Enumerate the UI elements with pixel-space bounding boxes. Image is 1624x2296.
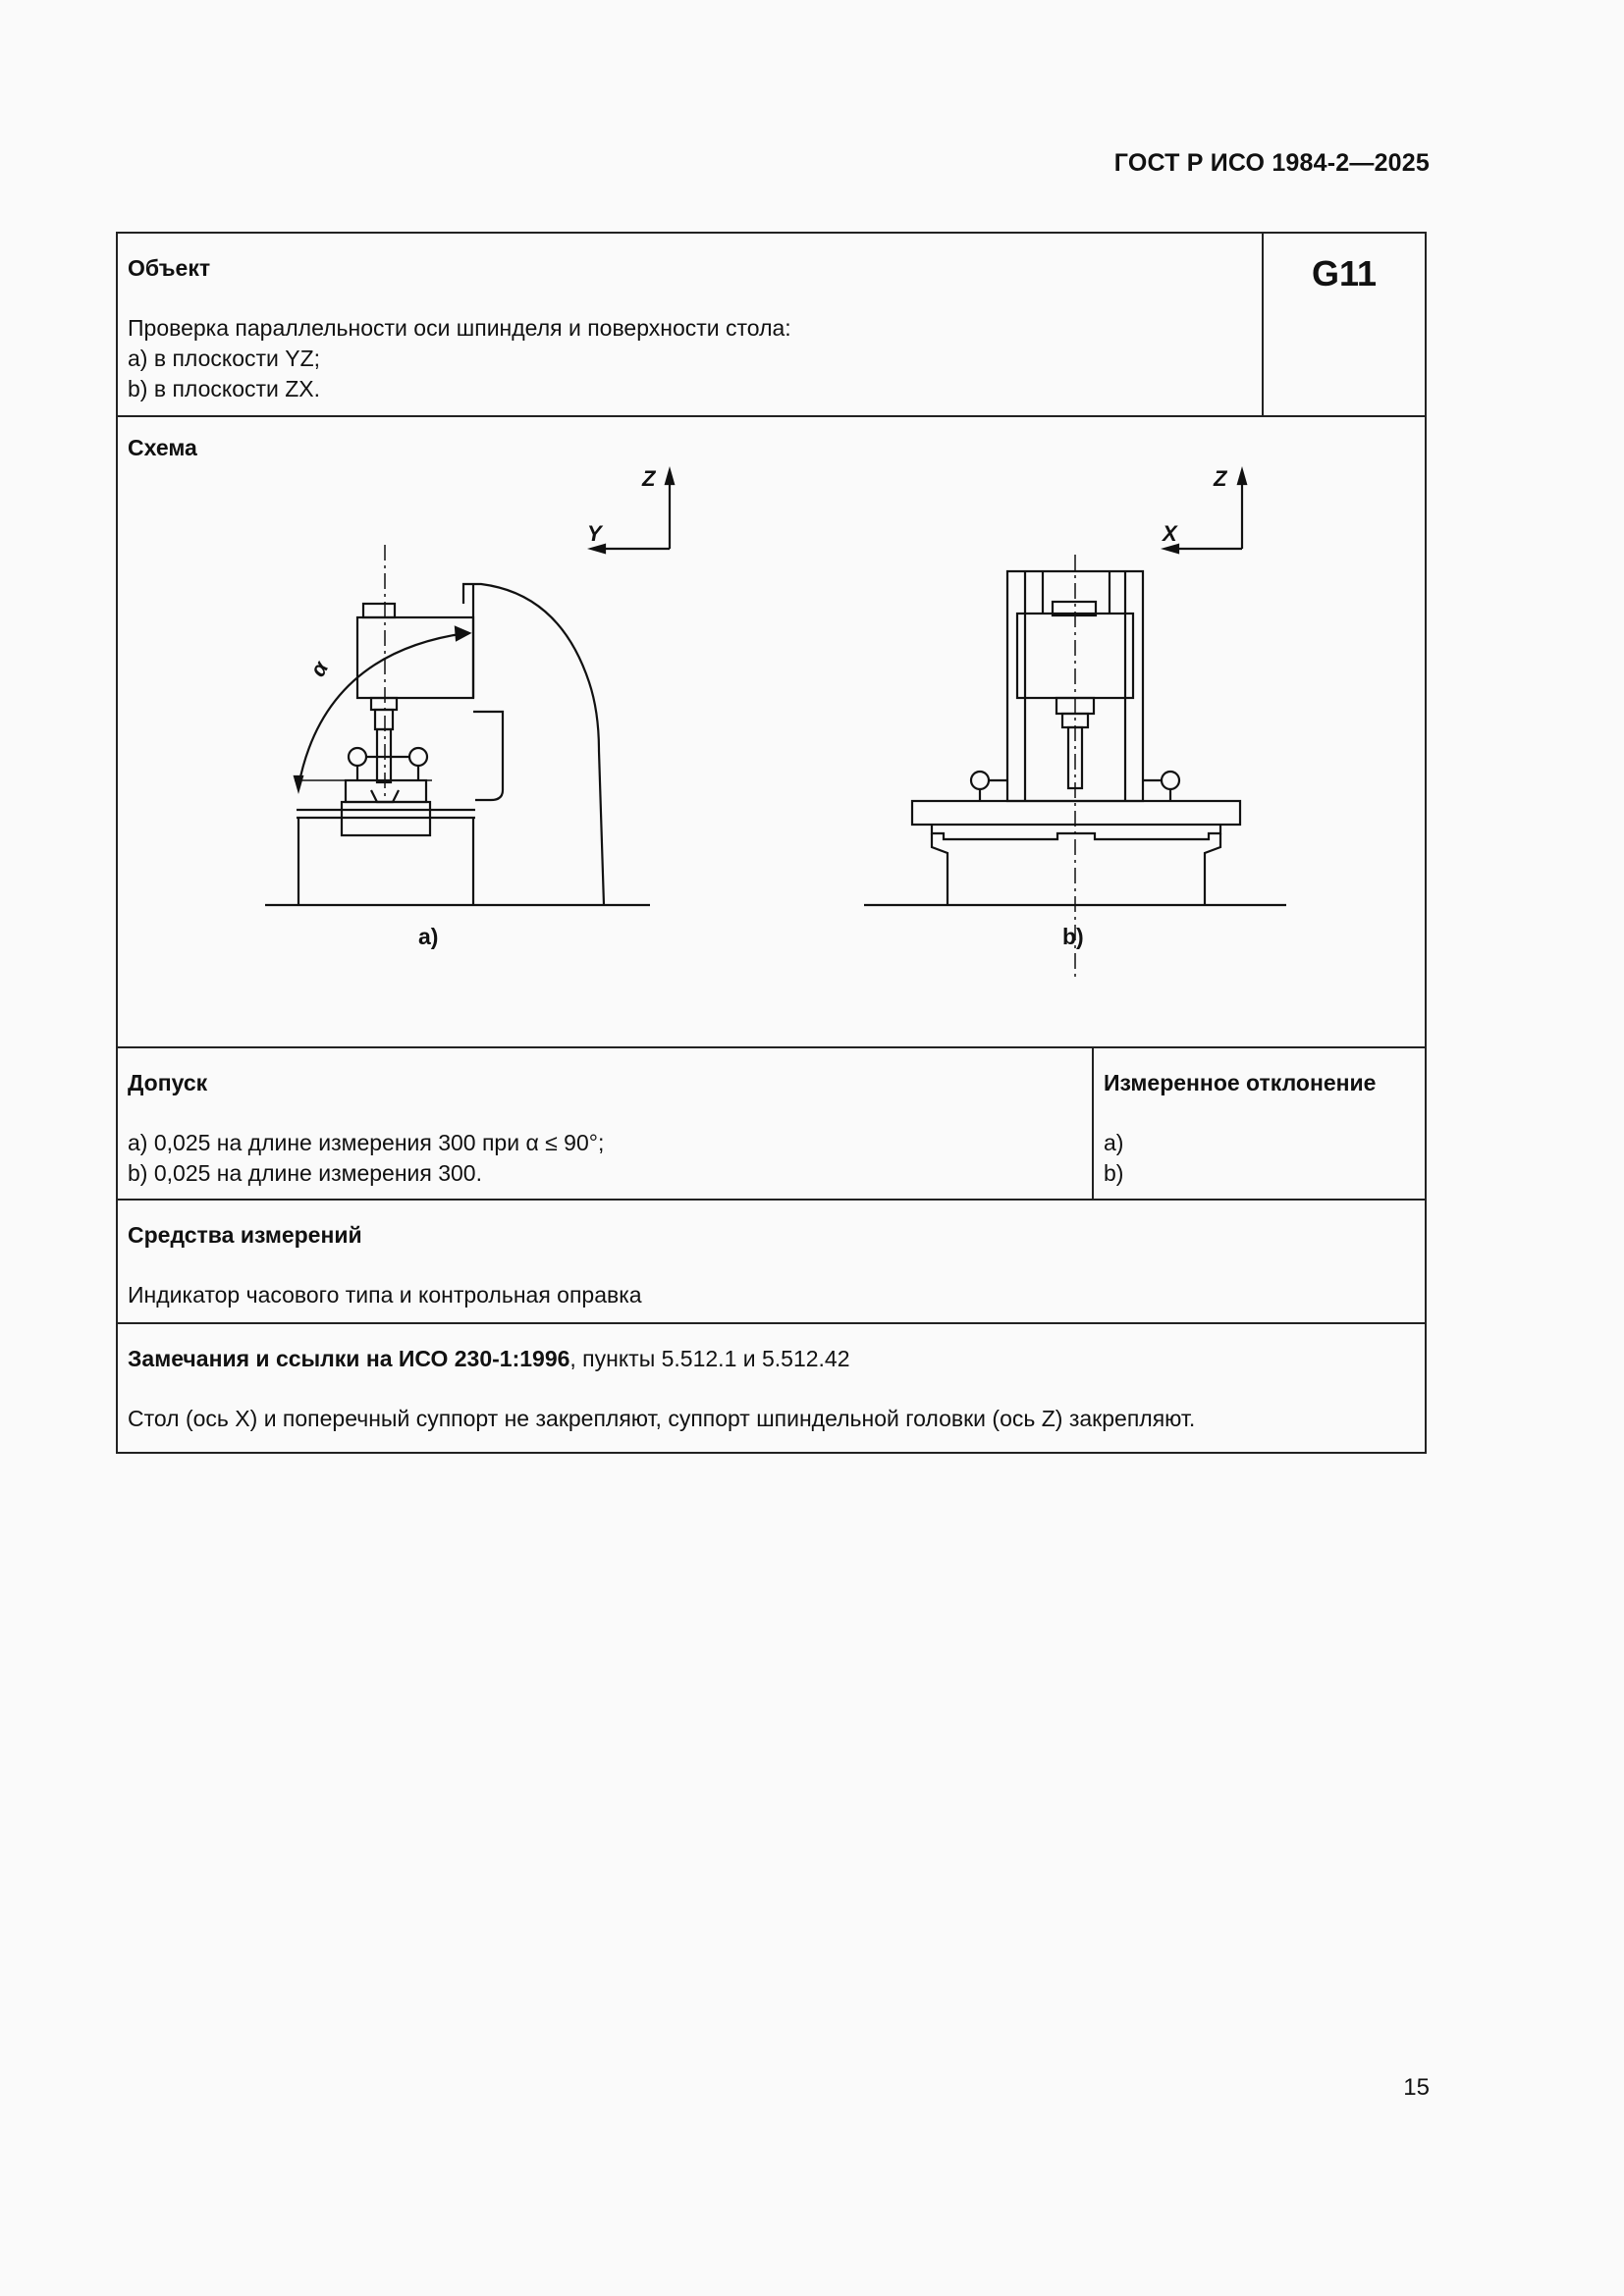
object-label: Объект	[128, 255, 211, 281]
measured-item-a: a)	[1104, 1130, 1124, 1155]
object-cell	[118, 234, 1264, 415]
schema-drawing	[118, 456, 1425, 1045]
instruments-row	[118, 1199, 1425, 1322]
instruments-label: Средства измерений	[128, 1222, 362, 1248]
schema-cell	[118, 417, 1425, 1046]
tolerance-cell	[118, 1048, 1094, 1199]
remarks-label-bold: Замечания и ссылки на ИСО 230-1:1996	[128, 1346, 570, 1371]
test-code: G11	[1311, 253, 1378, 294]
figure-a-drawing	[265, 470, 674, 905]
remarks-cell	[118, 1324, 1425, 1452]
measured-label: Измеренное отклонение	[1104, 1070, 1377, 1095]
fig-b-axis-x: X	[1163, 521, 1177, 546]
measured-cell	[1094, 1048, 1425, 1199]
measured-item-b: b)	[1104, 1160, 1124, 1186]
fig-a-angle-label: α	[304, 657, 334, 681]
instruments-text: Индикатор часового типа и контрольная оправка	[128, 1282, 642, 1308]
tolerance-label: Допуск	[128, 1070, 208, 1095]
fig-a-axis-y: Y	[587, 521, 602, 546]
remarks-heading	[128, 1344, 1415, 1374]
remarks-row	[118, 1322, 1425, 1452]
fig-a-caption: a)	[418, 924, 439, 949]
object-text: Проверка параллельности оси шпинделя и поверхности стола:	[128, 315, 791, 341]
tolerance-item-b: b) 0,025 на длине измерения 300.	[128, 1160, 482, 1186]
object-item-a: a) в плоскости YZ;	[128, 346, 321, 371]
document-header: ГОСТ Р ИСО 1984-2—2025	[1113, 149, 1430, 177]
tolerance-item-a: a) 0,025 на длине измерения 300 при α ≤ 90°;	[128, 1130, 605, 1155]
tolerance-row	[118, 1046, 1425, 1199]
remarks-label-rest: , пункты 5.512.1 и 5.512.42	[569, 1346, 850, 1371]
object-item-b: b) в плоскости ZX.	[128, 376, 321, 401]
test-sheet-table	[116, 232, 1427, 1454]
schema-label: Схема	[128, 435, 197, 460]
object-row	[118, 234, 1425, 415]
schema-row	[118, 415, 1425, 1046]
figure-b-drawing	[864, 470, 1286, 982]
fig-b-axis-z: Z	[1214, 466, 1227, 491]
fig-a-axis-z: Z	[642, 466, 656, 491]
remarks-text: Стол (ось X) и поперечный суппорт не закрепляют, суппорт шпиндельной головки (ось Z) закрепляют.	[128, 1406, 1196, 1431]
page-number: 15	[1403, 2074, 1430, 2101]
instruments-cell	[118, 1201, 1425, 1322]
fig-b-caption: b)	[1062, 924, 1084, 949]
